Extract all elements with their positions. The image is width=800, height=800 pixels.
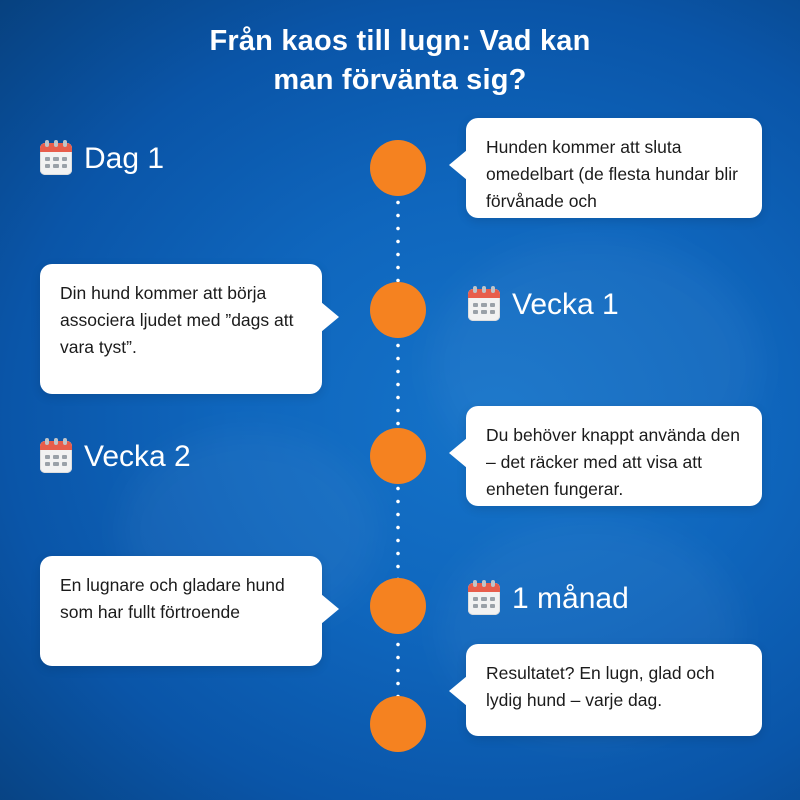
callout-bubble [466, 406, 762, 506]
milestone-label-1-manad [468, 582, 629, 616]
milestone-label-text: Dag 1 [84, 142, 165, 175]
bubble-tail [449, 676, 467, 706]
bubble-tail [321, 594, 339, 624]
calendar-icon [468, 289, 500, 321]
callout-text: Resultatet? En lugn, glad och lydig hund – varje dag. [486, 663, 715, 711]
page-title [0, 22, 800, 100]
callout-bubble [40, 556, 322, 666]
callout-text: En lugnare och gladare hund som har fullt förtroende [60, 575, 285, 623]
timeline-node [370, 140, 426, 196]
callout-bubble [466, 118, 762, 218]
bubble-tail [321, 302, 339, 332]
milestone-label-text: 1 månad [512, 582, 629, 615]
callout-text: Du behöver knappt använda den – det räcker med att visa att enheten fungerar. [486, 425, 740, 500]
milestone-label-dag-1 [40, 142, 164, 176]
milestone-label-text: Vecka 2 [84, 440, 191, 473]
timeline-node [370, 282, 426, 338]
calendar-icon [40, 441, 72, 473]
timeline-node [370, 696, 426, 752]
milestone-label-vecka-1 [468, 288, 619, 322]
bubble-tail [449, 150, 467, 180]
bubble-tail [449, 438, 467, 468]
callout-text: Din hund kommer att börja associera ljudet med ”dags att vara tyst”. [60, 283, 294, 358]
timeline-node [370, 428, 426, 484]
page-title-line-1: Från kaos till lugn: Vad kan [209, 25, 591, 57]
timeline-node [370, 578, 426, 634]
callout-bubble [466, 644, 762, 736]
page-title-line-2: man förvänta sig? [273, 64, 527, 97]
callout-text: Hunden kommer att sluta omedelbart (de flesta hundar blir förvånade och [486, 137, 738, 212]
milestone-label-text: Vecka 1 [512, 288, 619, 321]
calendar-icon [40, 143, 72, 175]
milestone-label-vecka-2 [40, 440, 191, 474]
calendar-icon [468, 583, 500, 615]
callout-bubble [40, 264, 322, 394]
